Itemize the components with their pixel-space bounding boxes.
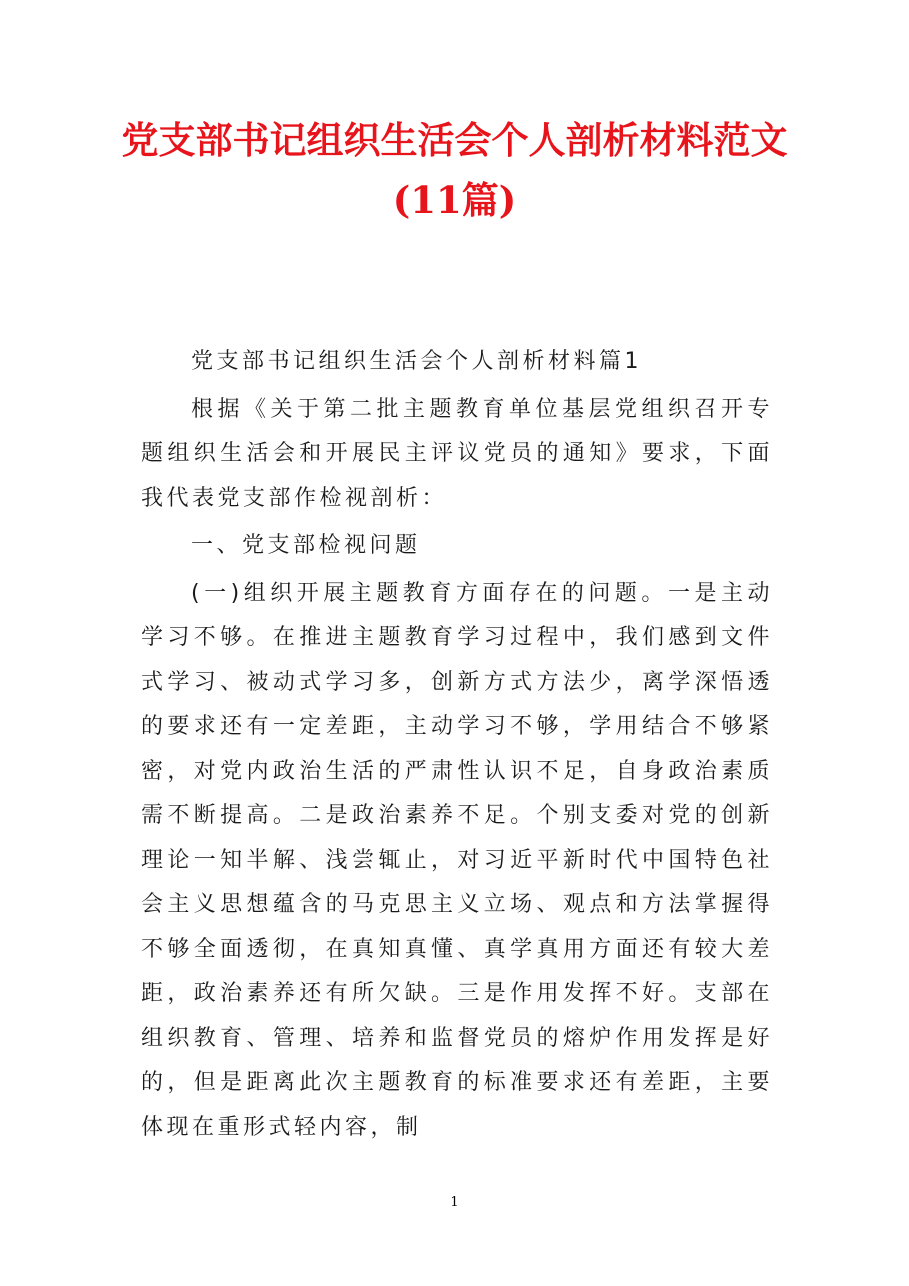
- intro-paragraph: 根据《关于第二批主题教育单位基层党组织召开专题组织生活会和开展民主评议党员的通知》要求，下面我代表党支部作检视剖析：: [141, 396, 773, 511]
- page-number: 1: [450, 1195, 459, 1210]
- section-heading-problems: 一、党支部检视问题: [191, 533, 421, 558]
- document-title-line2: (11篇): [392, 178, 517, 222]
- document-body: [141, 340, 773, 1153]
- section-heading-part1: 党支部书记组织生活会个人剖析材料篇1: [191, 349, 642, 374]
- document-title-line1: 党支部书记组织生活会个人剖析材料范文: [121, 118, 788, 162]
- body-paragraph: (一)组织开展主题教育方面存在的问题。一是主动学习不够。在推进主题教育学习过程中，我们感到文件式学习、被动式学习多，创新方式方法少，离学深悟透的要求还有一定差距，主动学习不够，学用结合不够紧密，对党内政治生活的严肃性认识不足，自身政治素质需不断提高。二是政治素养不足。个别支委对党的创新理论一知半解、浅尝辄止，对习近平新时代中国特色社会主义思想蕴含的马克思主义立场、观点和方法掌握得不够全面透彻，在真知真懂、真学真用方面还有较大差距，政治素养还有所欠缺。三是作用发挥不好。支部在组织教育、管理、培养和监督党员的熔炉作用发挥是好的，但是距离此次主题教育的标准要求还有差距，主要体现在重形式轻内容，制: [141, 580, 773, 1140]
